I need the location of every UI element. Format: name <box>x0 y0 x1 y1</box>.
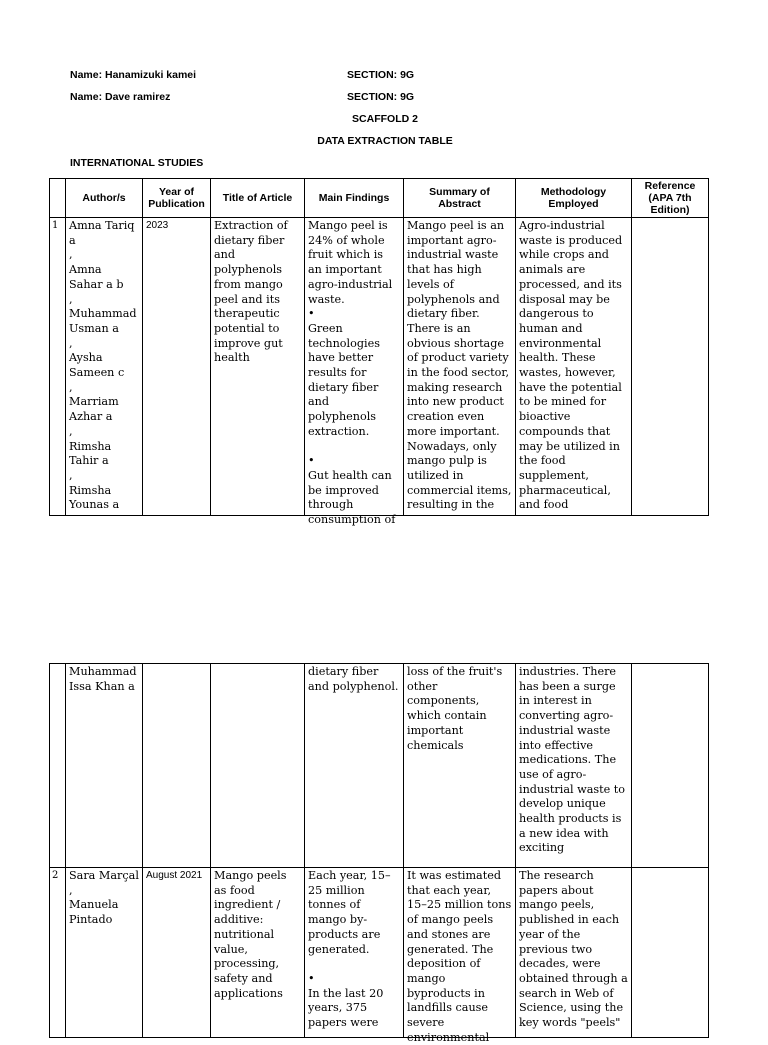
methodology-text: Agro-industrial waste is produced while crops and animals are processed, and its disposal may be dangerous to human and environmental health. These wastes, however, have the potential to be mined for bioactive compounds that may be utilized in the food supplement, pharmaceutical, and food <box>519 219 623 512</box>
table-row <box>50 664 709 868</box>
cell-findings <box>305 218 404 527</box>
scaffold-label: SCAFFOLD 2 <box>352 113 418 125</box>
col-header-reference: Reference (APA 7th Edition) <box>632 179 709 218</box>
summary-text: It was estimated that each year, 15–25 million tons of mango peels and stones are generated. The deposition of mango byproducts in landfills cause severe environmental <box>407 869 512 1044</box>
authors-text: Amna Tariq a , Amna Sahar a b , Muhammad Usman a , Aysha Sameen c , Marriam Azhar a , Rimsha Tahir a , Rimsha Younas a <box>69 219 137 512</box>
row-number: 2 <box>50 868 66 1038</box>
cell-year <box>143 664 211 868</box>
cell-methodology <box>516 664 632 868</box>
cell-summary <box>404 218 516 516</box>
findings-text: Mango peel is 24% of whole fruit which is an important agro-industrial waste. • Green technologies have better results for dietary fiber and polyphenols extraction. • Gut health can be improved through consumption of <box>308 219 396 527</box>
cell-methodology <box>516 218 632 516</box>
cell-findings: dietary fiber and polyphenol. <box>305 664 404 868</box>
name-1: Name: Hanamizuki kamei <box>70 69 197 81</box>
cell-methodology <box>516 868 632 1038</box>
section-1: SECTION: 9G <box>347 69 415 81</box>
findings-text: Each year, 15–25 million tonnes of mango by-products are generated. • In the last 20 years, 375 papers were <box>308 869 391 1030</box>
cell-title <box>211 664 305 868</box>
title-text: Mango peels as food ingredient / additive: nutritional value, processing, safety and applications <box>214 869 287 1000</box>
authors-text: Sara Marçal , Manuela Pintado <box>69 869 139 927</box>
summary-text: Mango peel is an important agro-industrial waste that has high levels of polyphenols and dietary fiber. There is an obvious shortage of product variety in the food sector, making research into new product creation even more important. Nowadays, only mango pulp is utilized in commercial items, resulting in the <box>407 219 512 512</box>
col-header-num <box>50 179 66 218</box>
data-extraction-table-continued <box>49 663 709 1044</box>
cell-findings <box>305 868 404 1038</box>
table-row <box>50 218 709 516</box>
row-number: 1 <box>50 218 66 516</box>
category-label: INTERNATIONAL STUDIES <box>70 157 204 169</box>
cell-summary: loss of the fruit's other components, which contain important chemicals <box>404 664 516 868</box>
col-header-methodology: Methodology Employed <box>516 179 632 218</box>
cell-authors <box>66 218 143 516</box>
cell-summary <box>404 868 516 1044</box>
table-header-row <box>50 179 709 218</box>
data-extraction-table <box>49 178 709 527</box>
col-header-title: Title of Article <box>211 179 305 218</box>
col-header-year: Year of Publication <box>143 179 211 218</box>
cell-year: August 2021 <box>143 868 211 1038</box>
col-header-findings: Main Findings <box>305 179 404 218</box>
name-2: Name: Dave ramirez <box>70 91 171 103</box>
methodology-text: industries. There has been a surge in interest in converting agro-industrial waste into effective medications. The use of agro-industrial waste to develop unique health products is a new idea with exciting <box>519 665 626 855</box>
row-number <box>50 664 66 868</box>
table-row <box>50 868 709 1038</box>
cell-year: 2023 <box>143 218 211 516</box>
cell-authors: Muhammad Issa Khan a <box>66 664 143 868</box>
cell-title <box>211 218 305 516</box>
col-header-summary: Summary of Abstract <box>404 179 516 218</box>
cell-reference <box>632 664 709 868</box>
col-header-authors: Author/s <box>66 179 143 218</box>
title-text: Extraction of dietary fiber and polyphenols from mango peel and its therapeutic potential to improve gut health <box>214 219 288 365</box>
cell-reference <box>632 218 709 516</box>
methodology-text: The research papers about mango peels, published in each year of the previous two decades, were obtained through a search in Web of Science, using the key words "peels" <box>519 869 628 1030</box>
table-title: DATA EXTRACTION TABLE <box>317 135 453 147</box>
section-2: SECTION: 9G <box>347 91 415 103</box>
cell-authors <box>66 868 143 1038</box>
cell-title <box>211 868 305 1038</box>
cell-reference <box>632 868 709 1038</box>
